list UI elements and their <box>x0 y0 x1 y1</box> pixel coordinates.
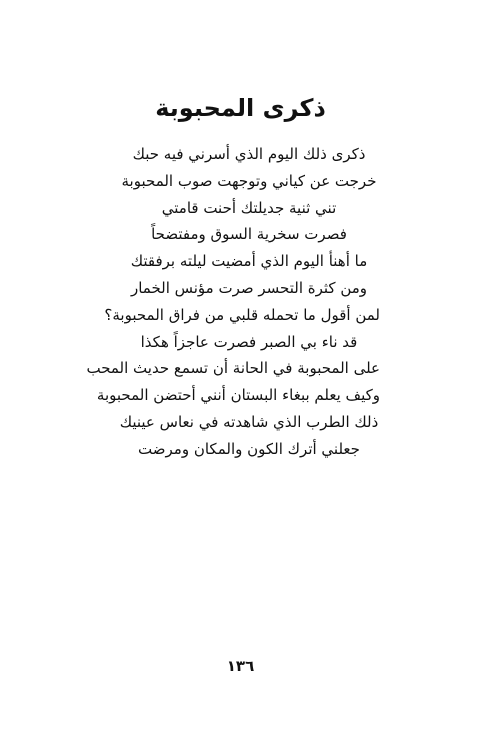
poem-title: ذكرى المحبوبة <box>155 94 326 122</box>
poem-line-5: ما أهنأ اليوم الذي أمضيت ليلته برفقتك <box>130 252 368 271</box>
poem-line-9: على المحبوبة في الحانة أن تسمع حديث المحب <box>86 359 380 378</box>
poem-line-1: ذكرى ذلك اليوم الذي أسرني فيه حبك <box>132 145 366 163</box>
page-number: ١٣٦ <box>226 657 255 675</box>
poem-line-12: جعلني أترك الكون والمكان ومرضت <box>138 439 360 458</box>
poem-line-7: لمن أقول ما تحمله قلبي من فراق المحبوبة؟ <box>104 305 380 324</box>
poem-line-11: ذلك الطرب الذي شاهدته في نعاس عينيك <box>119 412 379 431</box>
poem-line-10: وكيف يعلم ببغاء البستان أنني أحتضن المحبوبة <box>96 386 380 405</box>
poem-line-4: فصرت سخرية السوق ومفتضحاً <box>151 225 347 244</box>
poem-line-3: تني ثنية جديلتك أحنت قامتي <box>161 198 337 217</box>
poem-line-6: ومن كثرة التحسر صرت مؤنس الخمار <box>130 278 368 297</box>
poem-body <box>86 141 380 463</box>
poem-line-8: قد ناء بي الصبر فصرت عاجزاً هكذا <box>140 332 358 351</box>
poem-line-2: خرجت عن كياني وتوجهت صوب المحبوبة <box>121 171 377 190</box>
